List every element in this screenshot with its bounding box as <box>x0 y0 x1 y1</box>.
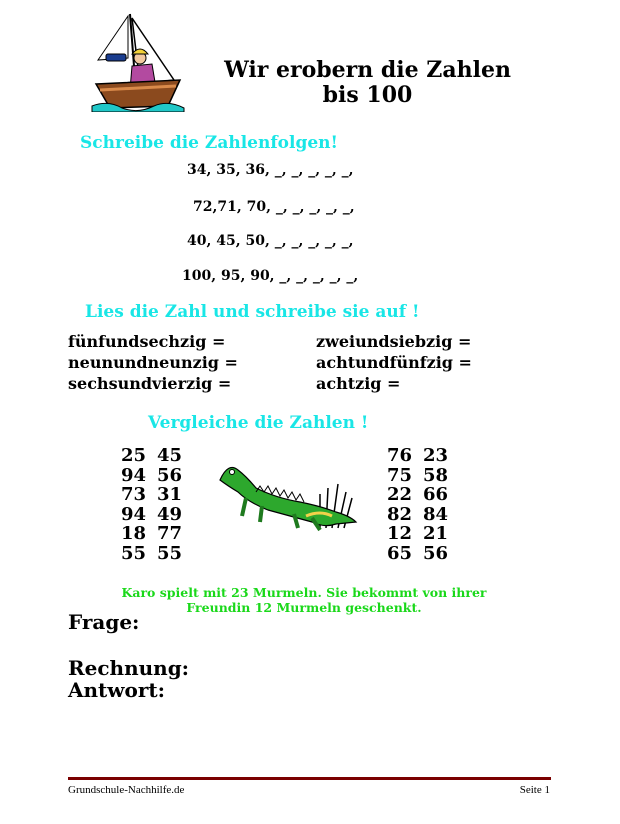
answer-label: Antwort: <box>68 678 166 702</box>
pair-a: 94 <box>120 503 146 525</box>
pair-b: 84 <box>422 503 448 525</box>
pair-a: 73 <box>120 484 146 506</box>
sequence-line: 100, 95, 90, _, _, _, _, _, <box>182 268 359 284</box>
number-word: achtundfünfzig = <box>316 353 472 372</box>
calculation-label: Rechnung: <box>68 656 190 680</box>
compare-pairs-right <box>376 446 448 564</box>
section-heading-read-write: Lies die Zahl und schreibe sie auf ! <box>85 302 420 322</box>
pair-a: 75 <box>386 464 412 486</box>
title-line-1: Wir erobern die Zahlen <box>224 57 511 83</box>
pair-b: 77 <box>156 523 182 545</box>
number-word: achtzig = <box>316 374 401 393</box>
number-word: sechsundvierzig = <box>68 374 232 393</box>
boat-explorer-icon <box>88 10 188 112</box>
pair-a: 76 <box>386 445 412 466</box>
pair-b: 66 <box>422 484 448 506</box>
compare-pair <box>110 446 182 466</box>
pair-b: 45 <box>156 445 182 466</box>
word-problem-line: Freundin 12 Murmeln geschenkt. <box>186 600 422 615</box>
compare-pairs-left <box>110 446 182 564</box>
footer-site: Grundschule-Nachhilfe.de <box>68 784 185 796</box>
pair-b: 58 <box>422 464 448 486</box>
compare-pair <box>110 544 182 564</box>
pair-a: 18 <box>120 523 146 545</box>
pair-a: 82 <box>386 503 412 525</box>
sequence-line: 72,71, 70, _, _, _, _, _, <box>193 199 355 215</box>
number-word: zweiundsiebzig = <box>316 332 472 351</box>
compare-pair <box>376 544 448 564</box>
title-line-2: bis 100 <box>322 82 413 108</box>
pair-b: 49 <box>156 503 182 525</box>
pair-b: 31 <box>156 484 182 506</box>
pair-a: 12 <box>386 523 412 545</box>
pair-b: 56 <box>156 464 182 486</box>
compare-pair <box>110 505 182 525</box>
pair-b: 55 <box>156 542 182 564</box>
number-words-right <box>316 331 472 394</box>
number-word: fünfundsechzig = <box>68 332 226 351</box>
footer-page-number: Seite 1 <box>519 784 550 796</box>
number-word: neunundneunzig = <box>68 353 238 372</box>
crocodile-icon <box>216 458 361 534</box>
sequence-line: 40, 45, 50, _, _, _, _, _, <box>187 233 354 249</box>
pair-a: 94 <box>120 464 146 486</box>
compare-pair <box>376 466 448 486</box>
pair-a: 22 <box>386 484 412 506</box>
compare-pair <box>110 524 182 544</box>
pair-a: 25 <box>120 445 146 466</box>
compare-pair <box>376 485 448 505</box>
question-label: Frage: <box>68 610 140 634</box>
compare-pair <box>110 485 182 505</box>
compare-pair <box>376 446 448 466</box>
number-words-left <box>68 331 238 394</box>
pair-a: 65 <box>386 542 412 564</box>
section-heading-compare: Vergleiche die Zahlen ! <box>148 413 369 433</box>
compare-pair <box>110 466 182 486</box>
compare-pair <box>376 524 448 544</box>
pair-a: 55 <box>120 542 146 564</box>
compare-pair <box>376 505 448 525</box>
pair-b: 23 <box>422 445 448 466</box>
word-problem-line: Karo spielt mit 23 Murmeln. Sie bekommt von ihrer <box>121 585 487 600</box>
page-title <box>190 58 545 108</box>
pair-b: 21 <box>422 523 448 545</box>
footer-rule <box>68 777 551 780</box>
sequence-line: 34, 35, 36, _, _, _, _, _, <box>187 162 354 178</box>
section-heading-sequences: Schreibe die Zahlenfolgen! <box>80 133 338 153</box>
pair-b: 56 <box>422 542 448 564</box>
